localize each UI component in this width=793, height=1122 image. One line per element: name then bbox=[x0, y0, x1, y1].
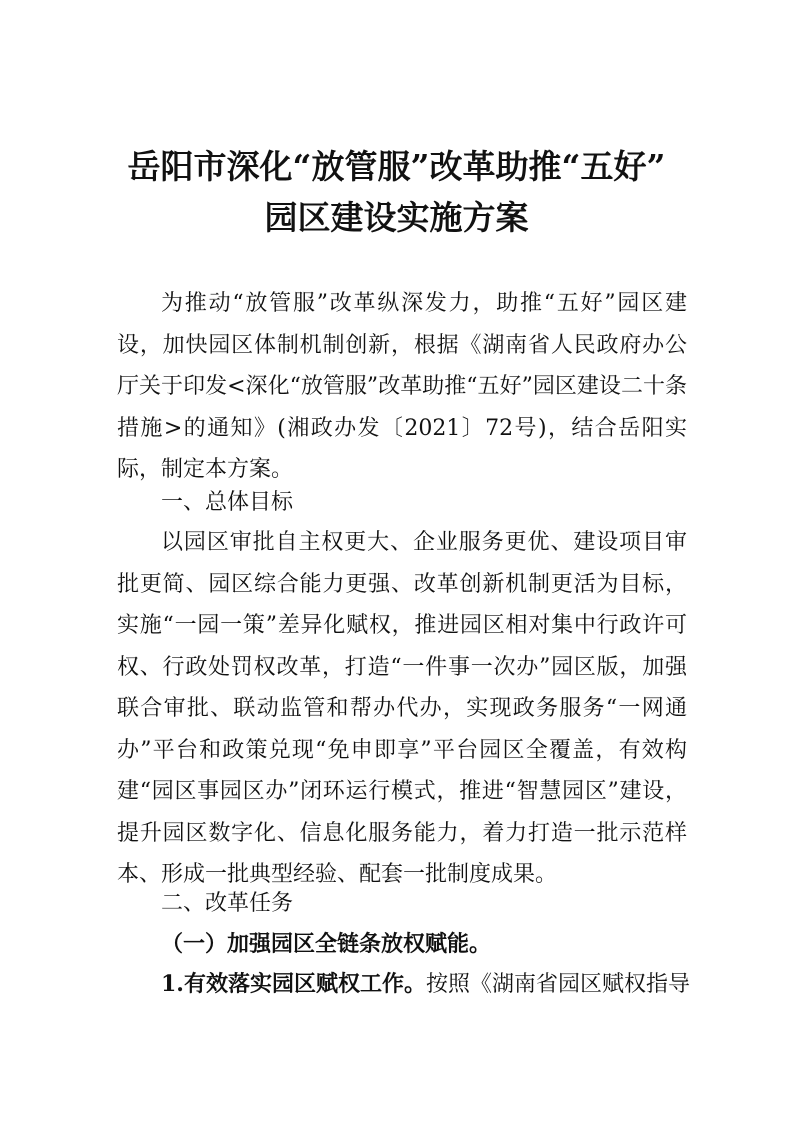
overall-goal-paragraph: 以园区审批自主权更大、企业服务更优、建设项目审批更简、园区综合能力更强、改革创新机制更活为目标，实施“一园一策”差异化赋权，推进园区相对集中行政许可权、行政处罚权改革，打造“一件事一次办”园区版，加强联合审批、联动监管和帮办代办，实现政务服务“一网通办”平台和政策兑现“免申即享”平台园区全覆盖，有效构建“园区事园区办”闭环运行模式，推进“智慧园区”建设，提升园区数字化、信息化服务能力，着力打造一批示范样本、形成一批典型经验、配套一批制度成果。 bbox=[117, 530, 687, 887]
document-title-line-1: 岳阳市深化“放管服”改革助推“五好” bbox=[127, 147, 666, 186]
intro-paragraph: 为推动“放管服”改革纵深发力，助推“五好”园区建设，加快园区体制机制创新，根据《湖南省人民政府办公厅关于印发<深化“放管服”改革助推“五好”园区建设二十条措施>的通知》(湘政办发〔2021〕72号)，结合岳阳实际，制定本方案。 bbox=[117, 291, 687, 482]
task-item-1 bbox=[161, 966, 691, 1003]
task-item-1-title: 1.有效落实园区赋权工作。 bbox=[161, 971, 426, 997]
subsection-heading-empowerment: （一）加强园区全链条放权赋能。 bbox=[161, 931, 492, 957]
document-title-line-2: 园区建设实施方案 bbox=[264, 198, 529, 237]
section-heading-reform-tasks: 二、改革任务 bbox=[161, 891, 294, 916]
task-item-1-text: 按照《湖南省园区赋权指导 bbox=[425, 972, 690, 997]
section-heading-overall-goal: 一、总体目标 bbox=[161, 490, 294, 515]
